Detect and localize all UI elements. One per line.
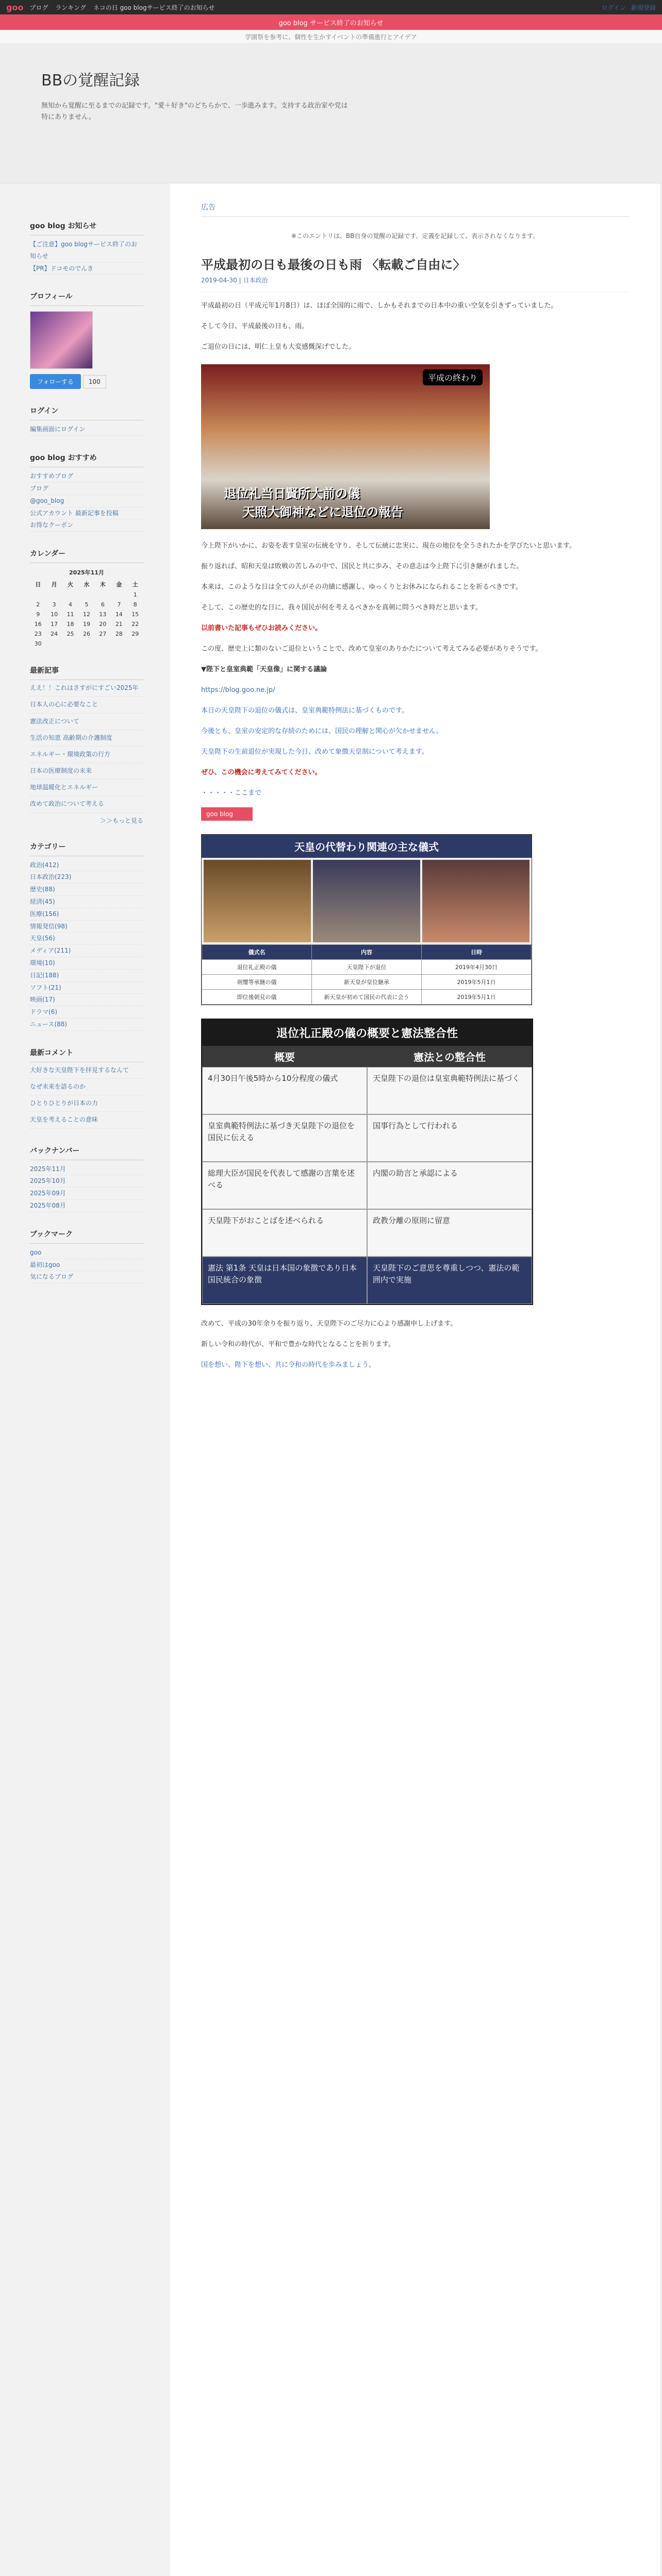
- blue-line: 本日の天皇陛下の退位の儀式は、皇室典範特例法に基づくものです。: [201, 707, 408, 715]
- category-link[interactable]: 日記(188): [30, 971, 59, 979]
- calendar-day: 28: [115, 631, 123, 638]
- follow-count: 100: [83, 375, 106, 388]
- photo: [204, 860, 311, 942]
- post-meta[interactable]: 2019-04-30 | 日本政治: [201, 276, 629, 292]
- blog-description: 無知から覚醒に至るまでの記録です。"愛＋好き"のどちらかで、一歩進みます。支持する政治家や党は特にありません。: [41, 102, 348, 122]
- main-content: [170, 183, 660, 2576]
- calendar-day: 14: [115, 611, 123, 618]
- sidebar-recent-comment-title: 最新コメント: [30, 1043, 143, 1062]
- top-nav-bar: [0, 0, 662, 14]
- sidebar-recommend-item[interactable]: お得なクーポン: [30, 521, 74, 529]
- follow-button[interactable]: フォローする: [30, 374, 81, 389]
- sidebar-calendar-title: カレンダー: [30, 544, 143, 563]
- ceremony-photos: [202, 858, 532, 944]
- table-header: 日時: [422, 945, 532, 960]
- category-link[interactable]: 経済(45): [30, 898, 55, 906]
- calendar-day: 19: [82, 621, 90, 628]
- calendar-day: [62, 590, 78, 600]
- video-caption-sub: 天照大御神などに退位の報告: [242, 505, 403, 519]
- bookmark-link[interactable]: 気になるブログ: [30, 1273, 74, 1281]
- calendar-day: 2: [36, 601, 40, 608]
- table-cell: 即位後朝見の儀: [202, 990, 312, 1005]
- calendar-day: 16: [34, 621, 42, 628]
- calendar-day: 25: [67, 631, 74, 638]
- backnumber-link[interactable]: 2025年11月: [30, 1165, 66, 1173]
- calendar-day-header: 木: [100, 581, 106, 588]
- calendar-day-header: 日: [35, 581, 41, 588]
- avatar[interactable]: [30, 311, 93, 369]
- summary-right-head: 憲法との整合性: [367, 1046, 532, 1067]
- sidebar-notice-item[interactable]: 【PR】ドコモのでんき: [30, 264, 94, 272]
- post-paragraph: 平成最初の日（平成元年1月8日）は、ほぼ全国的に雨で、しかもそれまでの日本中の重い空気を引きずっていました。: [201, 302, 558, 310]
- calendar-day: [62, 639, 78, 649]
- calendar-day: 26: [82, 631, 90, 638]
- summary-cell: 4月30日午後5時から10分程度の儀式: [202, 1067, 367, 1114]
- backnumber-link[interactable]: 2025年08月: [30, 1201, 66, 1209]
- calendar-day: [30, 590, 46, 600]
- blue-line: 天皇陛下の生前退位が実現した今日、改めて象徴天皇制について考えます。: [201, 748, 428, 756]
- closing-paragraph: 改めて、平成の30年余りを振り返り、天皇陛下のご尽力に心より感謝申し上げます。: [201, 1320, 457, 1328]
- nav-ranking[interactable]: ランキング: [55, 4, 86, 11]
- calendar-day: [127, 639, 143, 649]
- recent-post-link[interactable]: 改めて政治について考える: [30, 800, 104, 808]
- calendar-day: [95, 639, 111, 649]
- section-title: ▼陛下と皇室典範「天皇像」に関する議論: [201, 666, 327, 673]
- calendar-day-header: 水: [84, 581, 90, 588]
- blue-line: 今後とも、皇室の安定的な存続のためには、国民の理解と関心が欠かせません。: [201, 727, 443, 735]
- summary-box: [201, 1019, 533, 1305]
- promo-note: ※このエントリは、BB自身の覚醒の記録です。定義を記録して、表示されなくなります。: [291, 232, 539, 240]
- calendar-day-header: 月: [51, 581, 57, 588]
- calendar-day: 6: [101, 601, 105, 608]
- calendar-day: 27: [99, 631, 107, 638]
- summary-cell: 国事行為として行われる: [367, 1114, 532, 1162]
- summary-cell: 政教分離の原則に留意: [367, 1209, 532, 1257]
- table-row: [202, 990, 532, 1005]
- nav-blog[interactable]: ブログ: [29, 4, 48, 11]
- summary-cell: 憲法 第1条 天皇は日本国の象徴であり日本国民統合の象徴: [202, 1257, 367, 1304]
- table-cell: 剣璽等承継の儀: [202, 975, 312, 990]
- bookmark-link[interactable]: goo: [30, 1248, 42, 1256]
- post-paragraph: そして今日、平成最後の日も、雨。: [201, 323, 309, 330]
- table-cell: 2019年5月1日: [422, 990, 532, 1005]
- category-link[interactable]: 映画(17): [30, 996, 55, 1004]
- post-paragraph: この度、歴史上に類のないご退位ということで、改めて皇室のありかたについて考えてみる必要がありそうです。: [201, 645, 542, 653]
- summary-line: ・・・・・ここまで: [201, 789, 262, 797]
- calendar-month: 2025年11月: [69, 569, 104, 577]
- recent-post-link[interactable]: 地球温暖化とエネルギー: [30, 784, 98, 791]
- calendar-day: 4: [69, 601, 73, 608]
- video-caption-main: 退位礼当日賢所大前の儀: [224, 486, 360, 501]
- calendar-day: 20: [99, 621, 107, 628]
- summary-cell: 天皇陛下の退位は皇室典範特例法に基づく: [367, 1067, 532, 1114]
- calendar-day: 17: [51, 621, 58, 628]
- table-cell: 2019年5月1日: [422, 975, 532, 990]
- recent-post-link[interactable]: 日本の医療制度の未来: [30, 767, 92, 775]
- service-end-banner[interactable]: goo blog サービス終了のお知らせ: [0, 14, 662, 30]
- calendar-day: 24: [51, 631, 58, 638]
- calendar-day: 15: [131, 611, 139, 618]
- blog-header: [0, 44, 662, 183]
- category-link[interactable]: 環境(10): [30, 959, 55, 967]
- more-link[interactable]: ＞＞もっと見る: [100, 817, 143, 824]
- sidebar-profile-title: プロフィール: [30, 287, 143, 306]
- ceremony-table-title: 天皇の代替わり関連の主な儀式: [202, 835, 532, 858]
- summary-cell: 総理大臣が国民を代表して感謝の言葉を述べる: [202, 1162, 367, 1209]
- notice-bar[interactable]: 学園祭を参考に、個性を生かすイベントの準備進行とアイデア: [0, 30, 662, 44]
- post-paragraph: 今上陛下がいかに、お姿を表す皇室の伝統を守り、そして伝統に忠実に、現在の地位を全うされたかを学びたいと思います。: [201, 542, 576, 550]
- calendar-day: 8: [133, 601, 137, 608]
- sidebar-backnumber-title: バックナンバー: [30, 1141, 143, 1160]
- calendar-day: [46, 639, 62, 649]
- calendar-day: 11: [67, 611, 74, 618]
- category-link[interactable]: 医療(156): [30, 910, 59, 918]
- table-cell: 新天皇が皇位継承: [312, 975, 422, 990]
- table-cell: 退位礼正殿の儀: [202, 960, 312, 975]
- recent-comment-link[interactable]: ひとりひとりが日本の力: [30, 1099, 98, 1107]
- summary-left-head: 概要: [202, 1046, 367, 1067]
- calendar-day: [95, 590, 111, 600]
- goo-blog-logo: goo blog: [201, 807, 253, 821]
- sidebar-recent-title: 最新記事: [30, 661, 143, 680]
- post-paragraph: そして、この歴史的な日に、我々国民が何を考えるべきかを真剣に問うべき時だと思います。: [201, 604, 482, 612]
- post-paragraph: 本来は、このような日は全ての人がその功績に感謝し、ゆっくりとお休みになられることを祈るべきです。: [201, 583, 522, 591]
- backnumber-link[interactable]: 2025年10月: [30, 1177, 66, 1185]
- category-link[interactable]: ドラマ(6): [30, 1008, 57, 1016]
- calendar-day: 21: [115, 621, 123, 628]
- sidebar: [24, 183, 150, 2576]
- calendar-day: 13: [99, 611, 107, 618]
- category-link[interactable]: ニュース(88): [30, 1021, 68, 1028]
- category-link[interactable]: 歴史(88): [30, 886, 55, 893]
- category-link[interactable]: ソフト(21): [30, 984, 61, 991]
- summary-title: 退位礼正殿の儀の概要と憲法整合性: [202, 1020, 532, 1046]
- backnumber-link[interactable]: 2025年09月: [30, 1190, 66, 1197]
- calendar-day: [78, 590, 94, 600]
- sidebar-recommend-item[interactable]: @goo_blog: [30, 497, 64, 504]
- blog-title[interactable]: BBの覚醒記録: [41, 72, 140, 90]
- login-link[interactable]: ログイン: [601, 4, 626, 11]
- recent-post-link[interactable]: 日本人の心に必要なこと: [30, 701, 98, 708]
- sidebar-recommend-title: goo blog おすすめ: [30, 448, 143, 467]
- category-link[interactable]: 情報発信(98): [30, 922, 68, 930]
- calendar-day: [78, 639, 94, 649]
- nav-announcement[interactable]: ネコの日 goo blogサービス終了のお知らせ: [93, 4, 215, 11]
- recent-post-link[interactable]: ええ！！これはさすがにすごい2025年: [30, 684, 139, 692]
- category-link[interactable]: メディア(211): [30, 947, 71, 955]
- sidebar-recommend-item[interactable]: 公式アカウント 最新記事を投稿: [30, 509, 119, 517]
- category-link[interactable]: 日本政治(223): [30, 873, 72, 881]
- calendar-day: 3: [52, 601, 56, 608]
- post-link[interactable]: https://blog.goo.ne.jp/: [201, 686, 275, 694]
- table-cell: 2019年4月30日: [422, 960, 532, 975]
- ceremony-table-image: [201, 834, 532, 1005]
- calendar-day: 1: [133, 591, 137, 599]
- calendar-day: [111, 590, 127, 600]
- summary-cell: 内閣の助言と承認による: [367, 1162, 532, 1209]
- sidebar-recommend-item[interactable]: おすすめブログ: [30, 472, 74, 480]
- summary-cell: 天皇陛下のご意思を尊重しつつ、憲法の範囲内で実施: [367, 1257, 532, 1304]
- table-cell: 天皇陛下が退位: [312, 960, 422, 975]
- red-note: 以前書いた記事もぜひお読みください。: [201, 624, 322, 632]
- calendar-day: [46, 590, 62, 600]
- emphasis-line: ぜひ、この機会に考えてみてください。: [201, 769, 322, 776]
- summary-cell: 天皇陛下がおことばを述べられる: [202, 1209, 367, 1257]
- calendar-day-header: 金: [116, 581, 122, 588]
- category-link[interactable]: 政治(412): [30, 861, 59, 869]
- calendar-day: 7: [117, 601, 121, 608]
- table-header: 内容: [312, 945, 422, 960]
- post-title[interactable]: 平成最初の日も最後の日も雨 〈転載ご自由に〉: [201, 258, 466, 272]
- calendar-day: [111, 639, 127, 649]
- recent-post-link[interactable]: エネルギー・環境政策の行方: [30, 750, 111, 758]
- sidebar-bookmark-title: ブックマーク: [30, 1225, 143, 1244]
- video-caption-top: 平成の終わり: [423, 369, 483, 385]
- table-cell: 新天皇が初めて国民の代表に会う: [312, 990, 422, 1005]
- recent-post-link[interactable]: 生活の知恵 高齢期の介護制度: [30, 734, 112, 741]
- calendar-day: 12: [82, 611, 90, 618]
- table-header: 儀式名: [202, 945, 312, 960]
- sidebar-login-title: ログイン: [30, 401, 143, 420]
- calendar-day: 9: [36, 611, 40, 618]
- calendar-day: 10: [51, 611, 58, 618]
- embedded-video[interactable]: [201, 364, 490, 529]
- ceremony-table: [202, 944, 532, 1005]
- bookmark-link[interactable]: 最初はgoo: [30, 1261, 60, 1268]
- category-link[interactable]: 天皇(56): [30, 935, 55, 942]
- recent-comment-link[interactable]: 天皇を考えることの意味: [30, 1116, 98, 1124]
- sidebar-notice-title: goo blog お知らせ: [30, 216, 143, 235]
- calendar-day: 23: [34, 631, 42, 638]
- calendar-day: 30: [34, 640, 42, 648]
- recent-post-link[interactable]: 憲法改正について: [30, 717, 79, 725]
- sidebar-category-title: カテゴリー: [30, 837, 143, 856]
- calendar: [30, 568, 143, 649]
- closing-blue: 国を想い、陛下を想い、共に令和の時代を歩みましょう。: [201, 1361, 376, 1369]
- sidebar-login-link[interactable]: 編集画面にログイン: [30, 426, 86, 433]
- sidebar-notice-item[interactable]: 【ご注意】goo blogサービス終了のお知らせ: [30, 241, 138, 260]
- recent-comment-link[interactable]: なぜ未来を語るのか: [30, 1083, 86, 1091]
- goo-logo[interactable]: goo: [6, 2, 24, 12]
- calendar-day: 22: [131, 621, 139, 628]
- register-link[interactable]: 新規登録: [631, 4, 656, 11]
- recent-comment-link[interactable]: 大好きな天皇陛下を拝見するなんて: [30, 1066, 129, 1074]
- calendar-day: 18: [67, 621, 74, 628]
- summary-cell: 皇室典範特例法に基づき天皇陛下の退位を国民に伝える: [202, 1114, 367, 1162]
- table-row: [202, 975, 532, 990]
- post-paragraph: 振り返れば、昭和天皇は敗戦の苦しみの中で、国民と共に歩み、その意志は今上陛下に引き継がれました。: [201, 563, 523, 570]
- calendar-day-header: 火: [68, 581, 74, 588]
- sidebar-recommend-item[interactable]: ブログ: [30, 484, 49, 492]
- ad-label: 広告: [201, 202, 629, 217]
- calendar-day: 29: [131, 631, 139, 638]
- photo: [422, 860, 529, 942]
- closing-paragraph: 新しい令和の時代が、平和で豊かな時代となることを祈ります。: [201, 1341, 395, 1348]
- calendar-day-header: 土: [132, 581, 138, 588]
- post-paragraph: ご退位の日には、明仁上皇も大変感慨深げでした。: [201, 343, 356, 351]
- photo: [313, 860, 420, 942]
- table-row: [202, 960, 532, 975]
- calendar-day: 5: [85, 601, 89, 608]
